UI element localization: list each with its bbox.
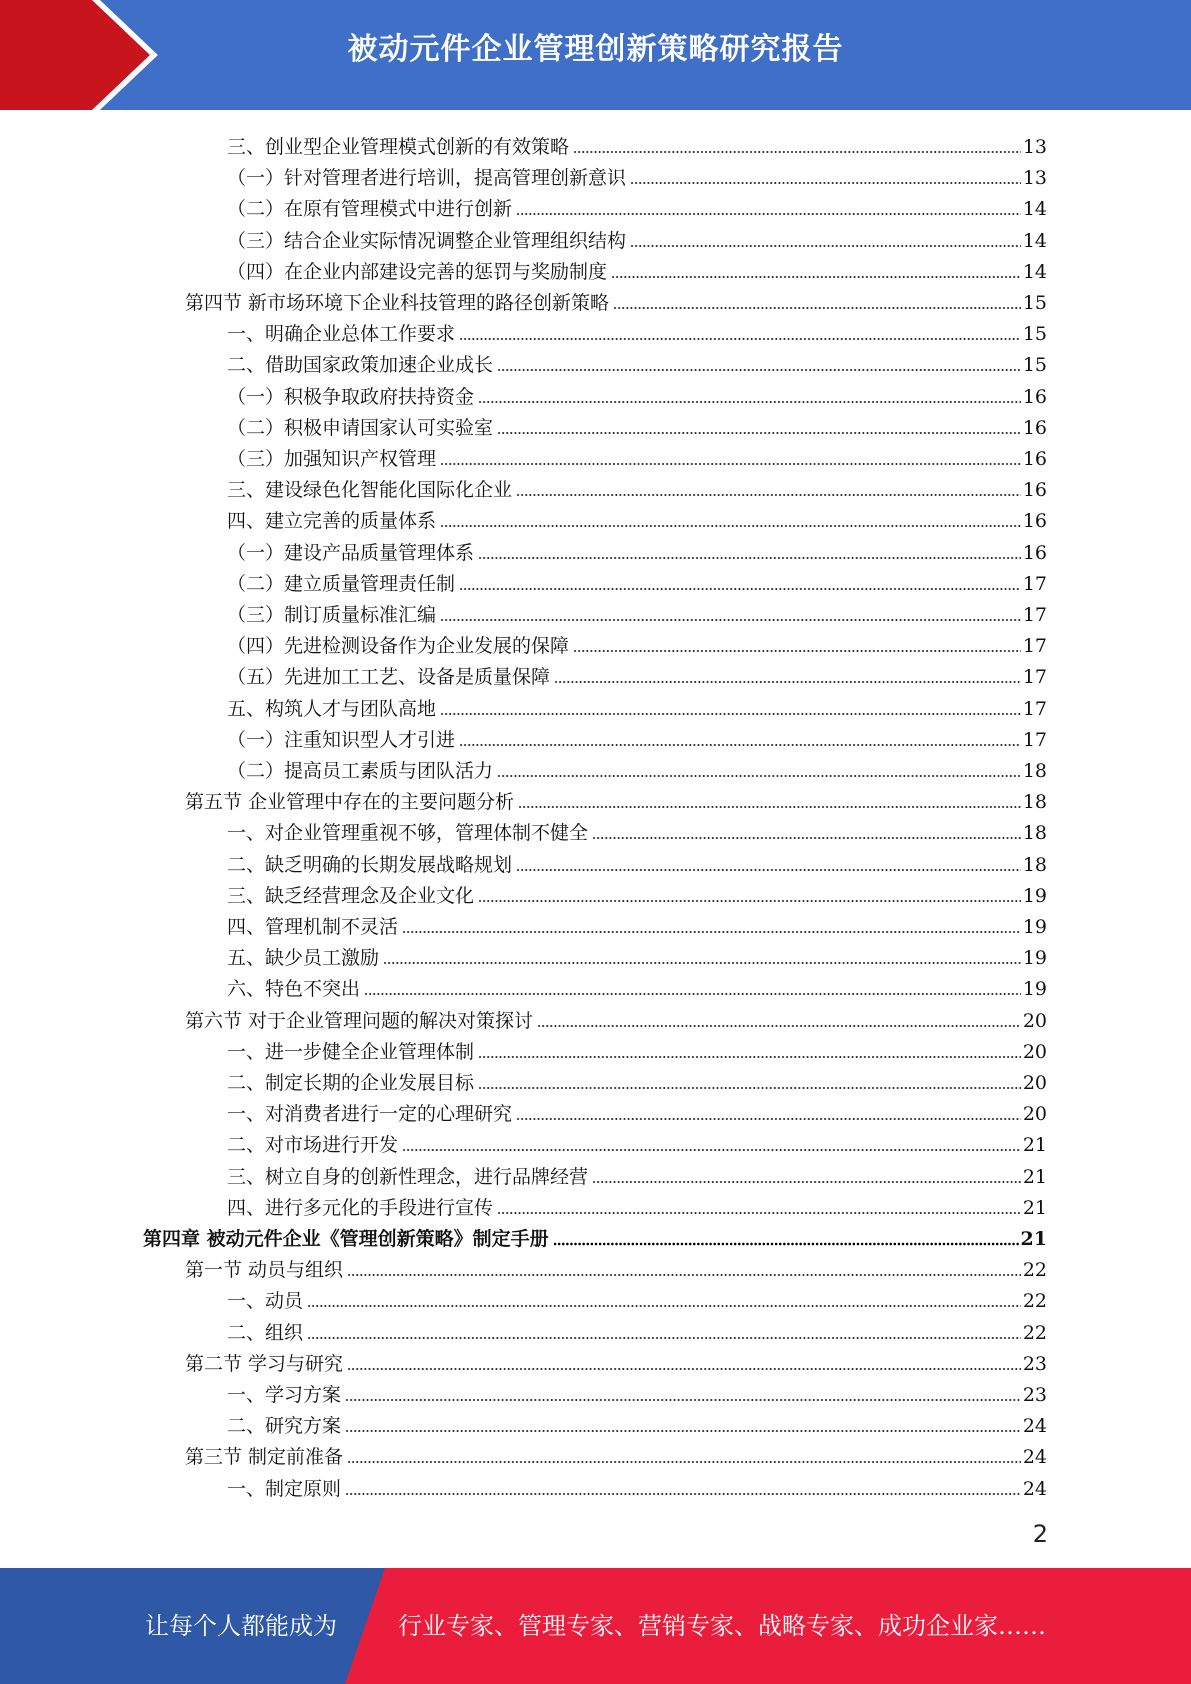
toc-dot-leader bbox=[518, 795, 1021, 809]
toc-entry[interactable] bbox=[185, 1002, 1047, 1032]
toc-entry[interactable] bbox=[227, 190, 1047, 220]
footer-slogan-left: 让每个人都能成为 bbox=[145, 1612, 337, 1640]
toc-dot-leader bbox=[440, 514, 1021, 528]
toc-entry[interactable] bbox=[227, 1158, 1047, 1188]
toc-dot-leader bbox=[347, 1263, 1021, 1277]
toc-entry-title: 二、缺乏明确的长期发展战略规划 bbox=[227, 853, 513, 876]
toc-entry-title: 六、特色不突出 bbox=[227, 978, 361, 1001]
toc-entry-title: 五、缺少员工激励 bbox=[227, 947, 380, 970]
toc-entry-page: 17 bbox=[1022, 728, 1047, 751]
toc-entry-title: （二）建立质量管理责任制 bbox=[227, 572, 456, 595]
toc-entry-page: 15 bbox=[1022, 354, 1047, 377]
toc-dot-leader bbox=[554, 670, 1021, 684]
toc-entry[interactable] bbox=[227, 222, 1047, 252]
toc-entry[interactable] bbox=[227, 253, 1047, 283]
toc-dot-leader bbox=[402, 920, 1021, 934]
toc-entry-page: 23 bbox=[1022, 1384, 1047, 1406]
toc-entry-title: 四、建立完善的质量体系 bbox=[227, 510, 437, 533]
toc-dot-leader bbox=[537, 1014, 1021, 1028]
toc-dot-leader bbox=[497, 764, 1021, 778]
toc-entry-title: 二、研究方案 bbox=[227, 1415, 342, 1438]
toc-entry-page: 15 bbox=[1022, 323, 1047, 346]
toc-entry-page: 19 bbox=[1022, 978, 1047, 1001]
toc-entry[interactable] bbox=[227, 1064, 1047, 1094]
document-title: 被动元件企业管理创新策略研究报告 bbox=[347, 32, 844, 67]
toc-entry[interactable] bbox=[227, 1126, 1047, 1156]
toc-entry-page: 21 bbox=[1022, 1165, 1047, 1188]
toc-entry-title: 第六节 对于企业管理问题的解决对策探讨 bbox=[185, 1009, 534, 1032]
toc-entry[interactable] bbox=[227, 877, 1047, 907]
toc-entry-title: 一、对企业管理重视不够，管理体制不健全 bbox=[227, 822, 589, 845]
toc-entry[interactable] bbox=[227, 1314, 1047, 1344]
toc-entry-page: 24 bbox=[1022, 1446, 1047, 1469]
toc-entry-page: 20 bbox=[1022, 1072, 1047, 1094]
toc-entry-page: 18 bbox=[1022, 760, 1047, 782]
toc-entry-title: 三、建设绿色化智能化国际化企业 bbox=[227, 479, 513, 502]
toc-entry-title: 二、借助国家政策加速企业成长 bbox=[227, 354, 494, 377]
toc-dot-leader bbox=[478, 1076, 1021, 1090]
toc-entry[interactable] bbox=[227, 1033, 1047, 1063]
toc-entry-title: 第一节 动员与组织 bbox=[185, 1259, 344, 1282]
toc-entry-page: 19 bbox=[1022, 884, 1047, 907]
toc-entry-page: 16 bbox=[1022, 416, 1047, 439]
toc-entry-title: （一）注重知识型人才引进 bbox=[227, 728, 456, 751]
toc-dot-leader bbox=[478, 889, 1021, 903]
toc-entry-page: 13 bbox=[1022, 136, 1047, 158]
toc-entry-title: 五、构筑人才与团队高地 bbox=[227, 697, 437, 720]
toc-dot-leader bbox=[459, 733, 1021, 747]
toc-entry[interactable] bbox=[227, 690, 1047, 720]
toc-entry-page: 16 bbox=[1022, 385, 1047, 408]
toc-entry[interactable] bbox=[227, 970, 1047, 1000]
toc-entry[interactable] bbox=[227, 440, 1047, 470]
toc-entry-page: 20 bbox=[1022, 1009, 1047, 1032]
toc-entry-page: 18 bbox=[1022, 853, 1047, 876]
toc-dot-leader bbox=[592, 826, 1021, 840]
toc-entry-page: 21 bbox=[1022, 1196, 1047, 1219]
toc-dot-leader bbox=[383, 951, 1021, 965]
toc-entry[interactable] bbox=[227, 658, 1047, 688]
toc-dot-leader bbox=[347, 1450, 1021, 1464]
toc-entry[interactable] bbox=[185, 1438, 1047, 1468]
toc-dot-leader bbox=[440, 452, 1021, 466]
page-number: 2 bbox=[1032, 1520, 1048, 1548]
toc-entry-title: （五）先进加工工艺、设备是质量保障 bbox=[227, 666, 551, 689]
toc-dot-leader bbox=[440, 608, 1021, 622]
toc-entry-title: （二）积极申请国家认可实验室 bbox=[227, 416, 494, 439]
toc-dot-leader bbox=[573, 140, 1021, 154]
toc-entry-title: 三、创业型企业管理模式创新的有效策略 bbox=[227, 136, 570, 158]
toc-entry-title: 第二节 学习与研究 bbox=[185, 1352, 344, 1375]
toc-entry[interactable] bbox=[227, 596, 1047, 626]
toc-entry-page: 23 bbox=[1022, 1352, 1047, 1375]
toc-entry-page: 16 bbox=[1022, 479, 1047, 502]
toc-entry[interactable] bbox=[185, 1251, 1047, 1281]
toc-entry-page: 21 bbox=[1020, 1228, 1047, 1250]
toc-entry[interactable] bbox=[185, 783, 1047, 813]
toc-entry-page: 24 bbox=[1022, 1415, 1047, 1438]
toc-dot-leader bbox=[345, 1388, 1021, 1402]
toc-entry-title: （四）先进检测设备作为企业发展的保障 bbox=[227, 635, 570, 658]
toc-entry-page: 18 bbox=[1022, 822, 1047, 845]
toc-entry-title: （四）在企业内部建设完善的惩罚与奖励制度 bbox=[227, 260, 608, 283]
toc-entry-page: 17 bbox=[1022, 635, 1047, 658]
toc-dot-leader bbox=[630, 171, 1021, 185]
toc-entry-page: 14 bbox=[1022, 198, 1047, 221]
toc-dot-leader bbox=[573, 639, 1021, 653]
toc-entry-title: （一）针对管理者进行培训，提高管理创新意识 bbox=[227, 167, 627, 190]
toc-dot-leader bbox=[364, 982, 1021, 996]
toc-entry[interactable] bbox=[227, 159, 1047, 189]
toc-entry-page: 22 bbox=[1022, 1321, 1047, 1344]
toc-entry[interactable] bbox=[227, 1376, 1047, 1406]
toc-entry-title: 一、学习方案 bbox=[227, 1384, 342, 1406]
toc-entry-title: （一）建设产品质量管理体系 bbox=[227, 541, 475, 564]
toc-entry[interactable] bbox=[185, 284, 1047, 314]
toc-entry[interactable] bbox=[227, 502, 1047, 532]
toc-entry[interactable] bbox=[227, 752, 1047, 782]
toc-entry[interactable] bbox=[227, 565, 1047, 595]
toc-entry-title: （三）加强知识产权管理 bbox=[227, 448, 437, 470]
toc-dot-leader bbox=[516, 1107, 1021, 1121]
toc-entry[interactable] bbox=[227, 1470, 1047, 1500]
toc-entry-page: 22 bbox=[1022, 1290, 1047, 1313]
toc-dot-leader bbox=[497, 358, 1021, 372]
toc-dot-leader bbox=[516, 202, 1021, 216]
toc-entry-title: 二、对市场进行开发 bbox=[227, 1134, 399, 1157]
toc-entry-title: 第四节 新市场环境下企业科技管理的路径创新策略 bbox=[185, 292, 610, 314]
toc-dot-leader bbox=[613, 296, 1021, 310]
toc-entry-title: 一、明确企业总体工作要求 bbox=[227, 323, 456, 346]
toc-entry-page: 20 bbox=[1022, 1103, 1047, 1126]
toc-dot-leader bbox=[347, 1357, 1021, 1371]
toc-entry-title: 二、制定长期的企业发展目标 bbox=[227, 1072, 475, 1094]
toc-entry-page: 18 bbox=[1022, 791, 1047, 814]
toc-dot-leader bbox=[553, 1232, 1019, 1246]
toc-entry-page: 13 bbox=[1022, 167, 1047, 190]
toc-entry-page: 17 bbox=[1022, 697, 1047, 720]
toc-entry[interactable] bbox=[143, 1220, 1047, 1250]
toc-entry-title: 三、树立自身的创新性理念，进行品牌经营 bbox=[227, 1165, 589, 1188]
toc-dot-leader bbox=[307, 1326, 1021, 1340]
toc-entry-page: 16 bbox=[1022, 448, 1047, 470]
toc-dot-leader bbox=[478, 390, 1021, 404]
toc-entry-page: 17 bbox=[1022, 666, 1047, 689]
toc-entry-page: 19 bbox=[1022, 947, 1047, 970]
toc-dot-leader bbox=[459, 327, 1021, 341]
toc-entry[interactable] bbox=[227, 471, 1047, 501]
footer-banner bbox=[0, 1568, 1191, 1684]
toc-entry-title: 二、组织 bbox=[227, 1321, 304, 1344]
toc-entry-title: 一、制定原则 bbox=[227, 1477, 342, 1500]
toc-dot-leader bbox=[478, 546, 1021, 560]
toc-dot-leader bbox=[630, 234, 1021, 248]
toc-entry[interactable] bbox=[227, 315, 1047, 345]
toc-entry-page: 17 bbox=[1022, 572, 1047, 595]
toc-entry[interactable] bbox=[227, 534, 1047, 564]
toc-entry[interactable] bbox=[227, 627, 1047, 657]
toc-entry-title: 三、缺乏经营理念及企业文化 bbox=[227, 884, 475, 907]
toc-dot-leader bbox=[516, 483, 1021, 497]
toc-dot-leader bbox=[307, 1294, 1021, 1308]
toc-entry[interactable] bbox=[227, 814, 1047, 844]
toc-entry-title: （三）结合企业实际情况调整企业管理组织结构 bbox=[227, 229, 627, 252]
toc-entry-page: 14 bbox=[1022, 229, 1047, 252]
toc-dot-leader bbox=[345, 1482, 1021, 1496]
toc-entry-title: 一、对消费者进行一定的心理研究 bbox=[227, 1103, 513, 1126]
toc-entry-title: 第三节 制定前准备 bbox=[185, 1446, 344, 1469]
toc-entry-title: （二）在原有管理模式中进行创新 bbox=[227, 198, 513, 221]
toc-dot-leader bbox=[345, 1419, 1021, 1433]
toc-entry-page: 17 bbox=[1022, 604, 1047, 626]
toc-dot-leader bbox=[459, 577, 1021, 591]
toc-entry-title: （二）提高员工素质与团队活力 bbox=[227, 760, 494, 782]
toc-dot-leader bbox=[497, 1201, 1021, 1215]
toc-entry-title: 一、进一步健全企业管理体制 bbox=[227, 1040, 475, 1063]
toc-dot-leader bbox=[402, 1138, 1021, 1152]
toc-entry[interactable] bbox=[227, 409, 1047, 439]
toc-entry-title: 四、进行多元化的手段进行宣传 bbox=[227, 1196, 494, 1219]
toc-entry-page: 20 bbox=[1022, 1040, 1047, 1063]
toc-entry-page: 21 bbox=[1022, 1134, 1047, 1157]
toc-entry[interactable] bbox=[185, 1345, 1047, 1375]
toc-entry-title: 四、管理机制不灵活 bbox=[227, 916, 399, 938]
toc-entry[interactable] bbox=[227, 721, 1047, 751]
toc-entry[interactable] bbox=[227, 939, 1047, 969]
toc-entry-page: 14 bbox=[1022, 260, 1047, 283]
toc-entry-page: 19 bbox=[1022, 916, 1047, 938]
header-banner bbox=[0, 0, 1191, 110]
toc-entry-page: 15 bbox=[1022, 292, 1047, 314]
toc-dot-leader bbox=[592, 1170, 1021, 1184]
toc-entry[interactable] bbox=[227, 846, 1047, 876]
toc-dot-leader bbox=[516, 858, 1021, 872]
toc-entry-page: 22 bbox=[1022, 1259, 1047, 1282]
toc-entry[interactable] bbox=[227, 346, 1047, 376]
toc-entry[interactable] bbox=[227, 128, 1047, 158]
toc-entry[interactable] bbox=[227, 1282, 1047, 1312]
toc-entry-title: 第四章 被动元件企业《管理创新策略》制定手册 bbox=[143, 1228, 549, 1250]
toc-entry-page: 16 bbox=[1022, 541, 1047, 564]
toc-entry[interactable] bbox=[227, 1189, 1047, 1219]
footer-slogan-right: 行业专家、管理专家、营销专家、战略专家、成功企业家…… bbox=[398, 1612, 1046, 1640]
toc-entry-title: 一、动员 bbox=[227, 1290, 304, 1313]
toc-entry-page: 16 bbox=[1022, 510, 1047, 533]
toc-dot-leader bbox=[497, 421, 1021, 435]
toc-entry-title: （三）制订质量标准汇编 bbox=[227, 604, 437, 626]
toc-entry-title: （一）积极争取政府扶持资金 bbox=[227, 385, 475, 408]
toc-entry-page: 24 bbox=[1022, 1477, 1047, 1500]
toc-entry[interactable] bbox=[227, 1407, 1047, 1437]
toc-entry[interactable] bbox=[227, 378, 1047, 408]
toc-entry-title: 第五节 企业管理中存在的主要问题分析 bbox=[185, 791, 515, 814]
toc-entry[interactable] bbox=[227, 908, 1047, 938]
toc-dot-leader bbox=[440, 702, 1021, 716]
toc-dot-leader bbox=[611, 265, 1021, 279]
toc-entry[interactable] bbox=[227, 1095, 1047, 1125]
toc-dot-leader bbox=[478, 1045, 1021, 1059]
